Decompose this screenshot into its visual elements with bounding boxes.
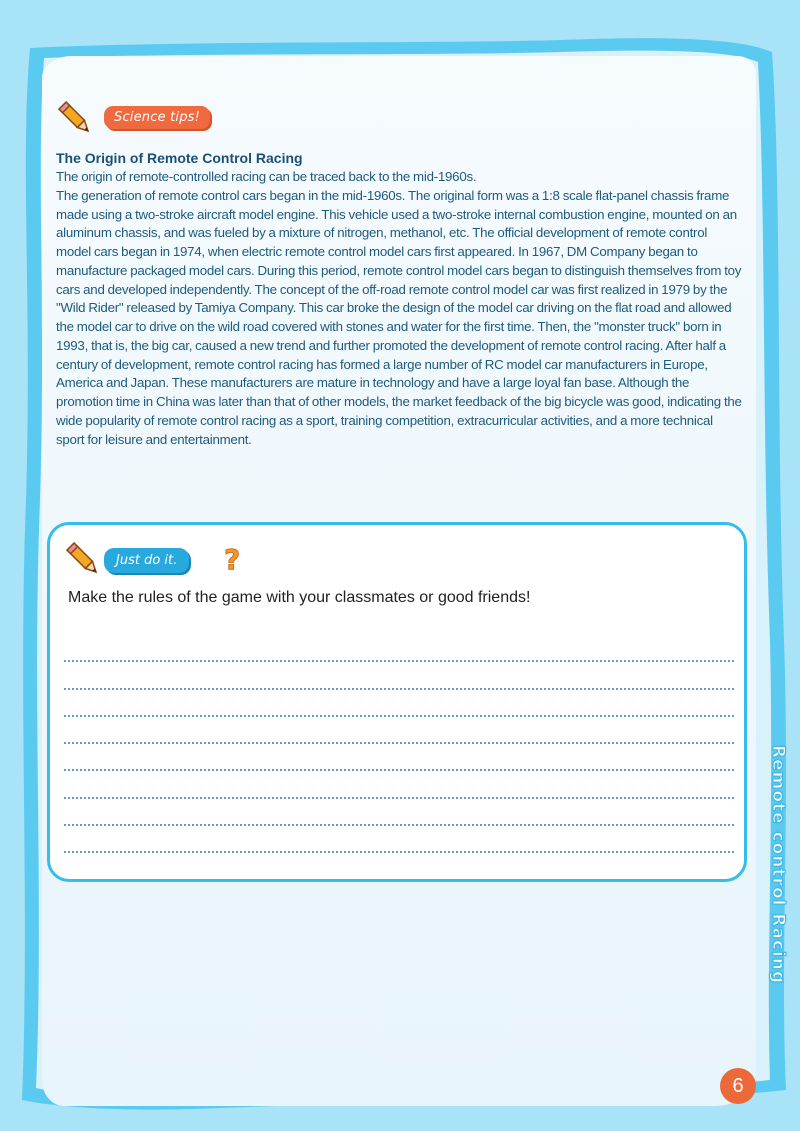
answer-line[interactable] (64, 717, 734, 744)
answer-line[interactable] (64, 690, 734, 717)
answer-line[interactable] (64, 635, 734, 662)
page-number: 6 (720, 1068, 756, 1104)
science-tips-badge: Science tips! (104, 106, 210, 129)
science-tips-header (56, 98, 356, 140)
pencil-icon (64, 539, 104, 581)
just-do-it-badge: Just do it. (104, 548, 189, 573)
answer-line[interactable] (64, 662, 734, 689)
svg-text:?: ? (224, 543, 241, 575)
article (56, 150, 742, 449)
task-card (47, 522, 747, 882)
task-prompt: Make the rules of the game with your classmates or good friends! (68, 589, 531, 606)
answer-lines[interactable] (64, 635, 734, 853)
question-mark-icon (222, 541, 242, 575)
article-body: The origin of remote-controlled racing can be traced back to the mid-1960s. The generation of remote control cars began in the mid-1960s. The original form was a 1:8 scale flat-panel chassis frame made using a two-stroke aircraft model engine. This vehicle used a two-stroke internal combustion engine, mounted on an aluminum chassis, and was fueled by a mixture of nitrogen, methanol, etc. The official development of remote control model cars began in 1974, when electric remote control model cars first appeared. In 1967, DM Company began to manufacture packaged model cars. During this period, remote control model cars began to distinguish themselves from toy cars and developed independently. The concept of the off-road remote control model car was first realized in 1979 by the "Wild Rider" released by Tamiya Company. This car broke the design of the model car driving on the flat road and allowed the model car to drive on the wild road covered with stones and water for the first time. Then, the "monster truck" born in 1993, that is, the big car, caused a new trend and further promoted the development of remote control racing. After half a century of development, remote control racing has formed a large number of RC model car manufacturers in Europe, America and Japan. These manufacturers are mature in technology and have a large loyal fan base. Although the promotion time in China was later than that of other models, the market feedback of the big bicycle was good, indicating the wide popularity of remote control racing as a sport, training competition, extracurricular activities, and a more technical sport for leisure and entertainment. (56, 169, 742, 447)
answer-line[interactable] (64, 826, 734, 853)
answer-line[interactable] (64, 744, 734, 771)
article-title: The Origin of Remote Control Racing (56, 150, 303, 166)
side-title: Remote control Racing (768, 745, 788, 985)
answer-line[interactable] (64, 771, 734, 798)
pencil-icon (56, 98, 96, 140)
answer-line[interactable] (64, 799, 734, 826)
task-header (64, 539, 364, 579)
